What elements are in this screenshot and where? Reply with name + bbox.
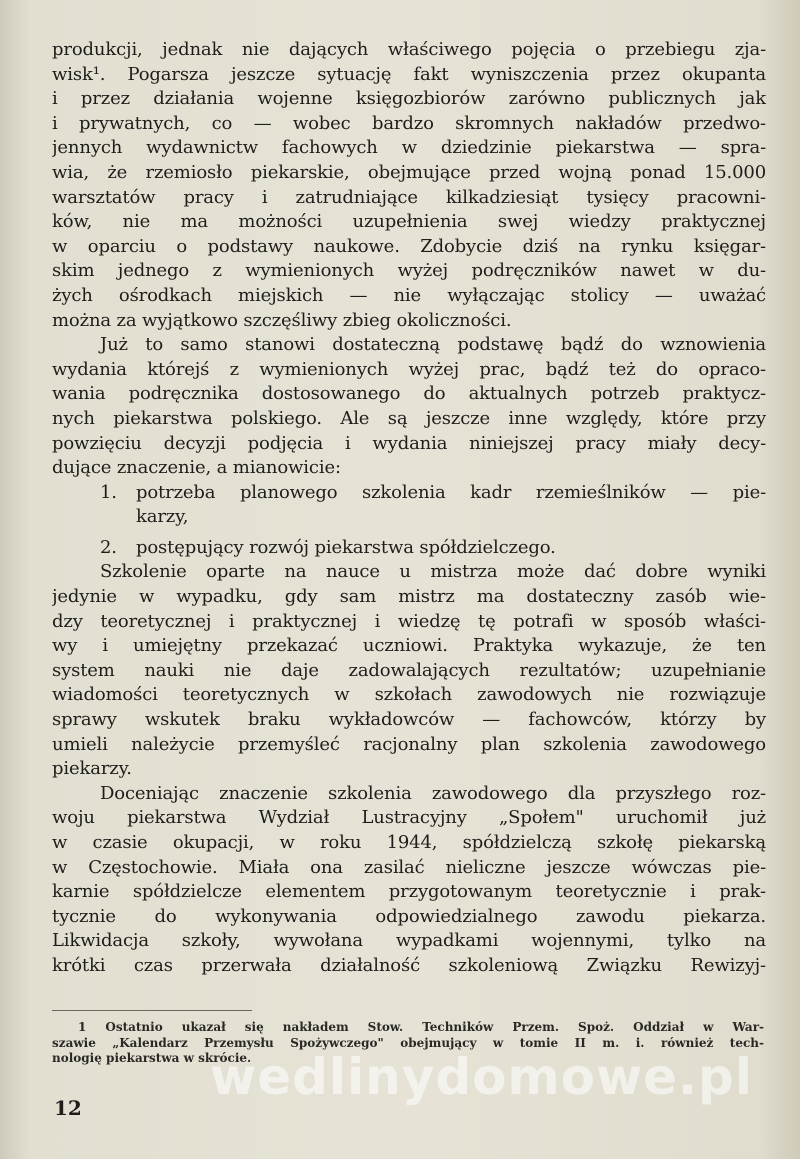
- text-line: krótki czas przerwała działalność szkoleniową Związku Rewizyj-: [52, 954, 766, 976]
- list-item: [100, 536, 766, 561]
- footnote-line: szawie „Kalendarz Przemysłu Spożywczego" obejmujący w tomie II m. i. również tech-: [52, 1035, 764, 1050]
- paragraph-1: [52, 38, 766, 333]
- text-line: karzy,: [136, 506, 189, 528]
- page-number: 12: [54, 1096, 82, 1120]
- text-line: ków, nie ma możności uzupełnienia swej wiedzy praktycznej: [52, 211, 766, 233]
- text-line: w czasie okupacji, w roku 1944, spółdzielczą szkołę piekarską: [52, 832, 766, 853]
- text-line: jedynie w wypadku, gdy sam mistrz ma dostateczny zasób wie-: [52, 586, 766, 608]
- text-line: żych ośrodkach miejskich — nie wyłączając stolicy — uważać: [52, 284, 766, 306]
- text-line: wydania którejś z wymienionych wyżej prac, bądź też do opraco-: [52, 358, 766, 380]
- text-line: postępujący rozwój piekarstwa spółdzielczego.: [136, 536, 556, 558]
- text-line: w Częstochowie. Miała ona zasilać nieliczne jeszcze wówczas pie-: [52, 856, 766, 878]
- footnote-line: nologię piekarstwa w skrócie.: [52, 1051, 252, 1065]
- text-line: karnie spółdzielcze elementem przygotowanym teoretycznie i prak-: [52, 881, 766, 903]
- text-line: Szkolenie oparte na nauce u mistrza może dać dobre wyniki: [100, 561, 766, 583]
- text-line: dujące znaczenie, a mianowicie:: [52, 457, 341, 479]
- text-line: wy i umiejętny przekazać uczniowi. Praktyka wykazuje, że ten: [52, 635, 766, 657]
- text-line: nych piekarstwa polskiego. Ale są jeszcze inne względy, które przy: [52, 407, 766, 429]
- text-line: Już to samo stanowi dostateczną podstawę bądź do wznowienia: [100, 334, 766, 356]
- text-line: powzięciu decyzji podjęcia i wydania niniejszej pracy miały decy-: [52, 432, 766, 454]
- watermark: wedlinydomowe.pl: [210, 1048, 753, 1106]
- paragraph-4: [52, 782, 766, 979]
- paragraph-3: [52, 560, 766, 781]
- main-text: [52, 38, 766, 979]
- footnote-line: 1 Ostatnio ukazał się nakładem Stow. Techników Przem. Spoż. Oddział w War-: [78, 1020, 764, 1034]
- list-item: [100, 481, 766, 530]
- text-line: skim jednego z wymienionych wyżej podręczników nawet w du-: [52, 260, 766, 282]
- text-line: woju piekarstwa Wydział Lustracyjny „Społem" uruchomił już: [52, 807, 766, 829]
- text-line: Likwidacja szkoły, wywołana wypadkami wojennymi, tylko na: [52, 930, 766, 952]
- text-line: i przez działania wojenne księgozbiorów zarówno publicznych jak: [52, 88, 766, 110]
- text-line: umieli należycie przemyśleć racjonalny plan szkolenia zawodowego: [52, 733, 766, 755]
- text-line: piekarzy.: [52, 758, 132, 780]
- paragraph-2: [52, 333, 766, 481]
- text-line: wia, że rzemiosło piekarskie, obejmujące przed wojną ponad 15.000: [52, 161, 766, 183]
- text-line: Doceniając znaczenie szkolenia zawodowego dla przyszłego roz-: [100, 782, 766, 804]
- text-line: i prywatnych, co — wobec bardzo skromnych nakładów przedwo-: [52, 112, 766, 134]
- text-line: system nauki nie daje zadowalających rezultatów; uzupełnianie: [52, 659, 766, 681]
- text-line: można za wyjątkowo szczęśliwy zbieg okoliczności.: [52, 309, 512, 331]
- text-line: tycznie do wykonywania odpowiedzialnego zawodu piekarza.: [52, 905, 766, 927]
- text-line: jennych wydawnictw fachowych w dziedzinie piekarstwa — spra-: [52, 137, 766, 159]
- footnote-divider: [52, 1010, 252, 1011]
- text-line: dzy teoretycznej i praktycznej i wiedzę tę potrafi w sposób właści-: [52, 610, 766, 632]
- list-number: 2.: [100, 536, 117, 558]
- text-line: wiadomości teoretycznych w szkołach zawodowych nie rozwiązuje: [52, 684, 766, 706]
- text-line: wania podręcznika dostosowanego do aktualnych potrzeb praktycz-: [52, 383, 766, 405]
- list-number: 1.: [100, 481, 117, 503]
- text-line: warsztatów pracy i zatrudniające kilkadziesiąt tysięcy pracowni-: [52, 186, 766, 208]
- text-line: wisk¹. Pogarsza jeszcze sytuację fakt wyniszczenia przez okupanta: [52, 63, 766, 85]
- text-line: sprawy wskutek braku wykładowców — fachowców, którzy by: [52, 709, 766, 731]
- text-line: w oparciu o podstawy naukowe. Zdobycie dziś na rynku księgar-: [52, 235, 766, 257]
- text-line: produkcji, jednak nie dających właściwego pojęcia o przebiegu zja-: [52, 39, 766, 60]
- text-line: potrzeba planowego szkolenia kadr rzemieślników — pie-: [136, 481, 766, 503]
